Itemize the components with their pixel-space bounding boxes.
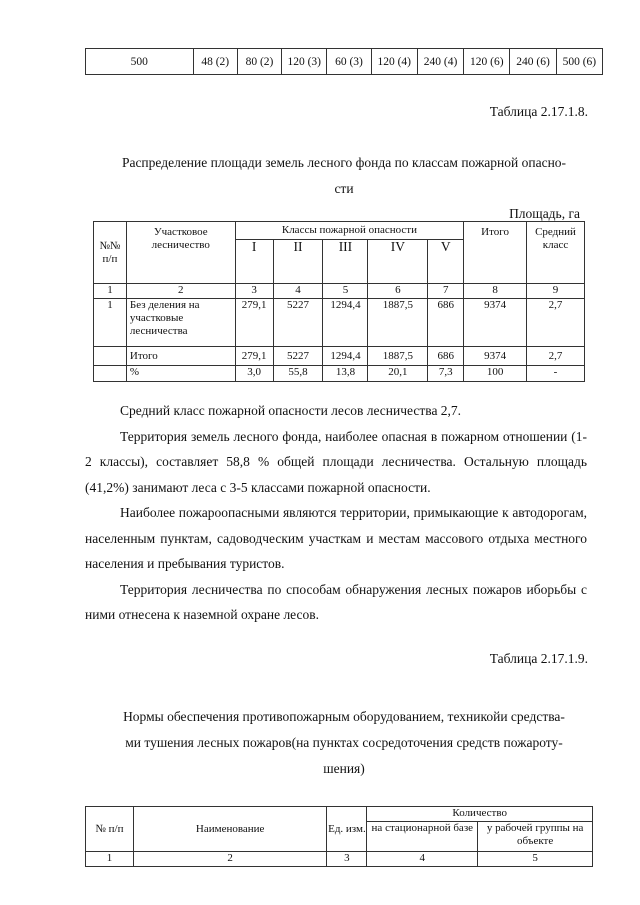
table-cell: 120 (6) — [464, 49, 510, 75]
table-cell: 60 (3) — [327, 49, 371, 75]
table-title-line: ми тушения лесных пожаров(на пунктах сосредоточения средств пожароту- — [125, 735, 563, 750]
table-cell: 5227 — [273, 347, 323, 366]
row-num — [94, 366, 127, 382]
body-text — [85, 398, 587, 628]
fire-class-table — [93, 221, 585, 382]
column-number-row — [94, 284, 585, 299]
table-title-line: Распределение площади земель лесного фонда по классам пожарной опасно- — [121, 155, 567, 170]
norms-table — [85, 806, 593, 867]
column-number: 9 — [527, 284, 585, 299]
table-row — [94, 299, 585, 347]
table-cell: 55,8 — [273, 366, 323, 382]
table-cell: 500 (6) — [556, 49, 602, 75]
header-class-5: V — [428, 240, 464, 284]
table-cell: 9374 — [464, 299, 527, 347]
row-num — [94, 347, 127, 366]
row-name: Итого — [126, 347, 235, 366]
header-class-2: II — [273, 240, 323, 284]
table-title-line: шения) — [323, 761, 365, 776]
table-cell: 1887,5 — [368, 347, 428, 366]
table-title-line: Нормы обеспечения противопожарным оборудованием, техникойи средства- — [123, 709, 565, 724]
table-row — [94, 347, 585, 366]
table-cell: 1294,4 — [323, 347, 368, 366]
row-name: % — [126, 366, 235, 382]
table-row — [86, 49, 603, 75]
paragraph: Территория лесничества по способам обнаружения лесных пожаров иборьбы с ними отнесена к наземной охране лесов. — [85, 581, 587, 622]
table-cell: 7,3 — [428, 366, 464, 382]
header-avg-class: Средний класс — [527, 222, 585, 284]
table-cell: 240 (6) — [510, 49, 556, 75]
table-cell: 1294,4 — [323, 299, 368, 347]
column-number-row — [86, 852, 593, 867]
column-number: 3 — [235, 284, 273, 299]
column-number: 1 — [94, 284, 127, 299]
table-header-row — [94, 222, 585, 240]
column-number: 5 — [323, 284, 368, 299]
table-cell: 3,0 — [235, 366, 273, 382]
column-number: 6 — [368, 284, 428, 299]
table-title — [85, 150, 603, 202]
paragraph: Средний класс пожарной опасности лесов лесничества 2,7. — [120, 403, 462, 418]
table-cell: 686 — [428, 347, 464, 366]
table-title — [85, 704, 603, 782]
header-num: № п/п — [86, 807, 134, 852]
table-cell: 9374 — [464, 347, 527, 366]
table-cell: 5227 — [273, 299, 323, 347]
table-cell: 13,8 — [323, 366, 368, 382]
table-row — [94, 366, 585, 382]
paragraph: Наиболее пожароопасными являются территории, примыкающие к автодорогам, населенным пунктам, садоводческим участкам и местам массового отдыха местного населения и пребывания туристов. — [85, 505, 587, 571]
table-cell: 2,7 — [527, 299, 585, 347]
table-cell: 20,1 — [368, 366, 428, 382]
column-number: 4 — [367, 852, 478, 867]
header-stationary: на стационарной базе — [367, 822, 478, 852]
unit-label: Площадь, га — [509, 206, 580, 221]
table-caption: Таблица 2.17.1.8. — [489, 104, 588, 119]
column-number: 2 — [133, 852, 327, 867]
table-cell: 100 — [464, 366, 527, 382]
header-unit: Ед. изм. — [327, 807, 367, 852]
table-cell: 1887,5 — [368, 299, 428, 347]
table-cell: 80 (2) — [237, 49, 281, 75]
table-title-line: сти — [334, 181, 354, 196]
header-class-3: III — [323, 240, 368, 284]
table-cell: 686 — [428, 299, 464, 347]
column-number: 2 — [126, 284, 235, 299]
header-class-1: I — [235, 240, 273, 284]
table-cell: - — [527, 366, 585, 382]
header-forestry: Участковое лесничество — [126, 222, 235, 284]
header-classes: Классы пожарной опасности — [235, 222, 464, 240]
top-table — [85, 48, 603, 75]
row-name: Без деления на участковые лесничества — [126, 299, 235, 347]
header-name: Наименование — [133, 807, 327, 852]
column-number: 3 — [327, 852, 367, 867]
column-number: 5 — [478, 852, 593, 867]
table-cell: 120 (3) — [282, 49, 327, 75]
row-num: 1 — [94, 299, 127, 347]
paragraph: Территория земель лесного фонда, наиболее опасная в пожарном отношении (1-2 классы), составляет 58,8 % общей площади лесничества. Остальную площадь (41,2%) занимают леса с 3-5 классами пожарной опасности. — [85, 428, 587, 495]
table-cell: 48 (2) — [193, 49, 237, 75]
table-cell: 279,1 — [235, 347, 273, 366]
column-number: 7 — [428, 284, 464, 299]
header-class-4: IV — [368, 240, 428, 284]
header-num: №№ п/п — [94, 222, 127, 284]
column-number: 4 — [273, 284, 323, 299]
table-cell: 500 — [86, 49, 194, 75]
table-header-row — [86, 807, 593, 822]
column-number: 8 — [464, 284, 527, 299]
header-working-group: у рабочей группы на объекте — [478, 822, 593, 852]
column-number: 1 — [86, 852, 134, 867]
table-caption: Таблица 2.17.1.9. — [489, 651, 588, 666]
table-cell: 120 (4) — [371, 49, 417, 75]
header-total: Итого — [464, 222, 527, 284]
table-cell: 279,1 — [235, 299, 273, 347]
table-cell: 2,7 — [527, 347, 585, 366]
table-cell: 240 (4) — [417, 49, 463, 75]
header-quantity: Количество — [367, 807, 593, 822]
